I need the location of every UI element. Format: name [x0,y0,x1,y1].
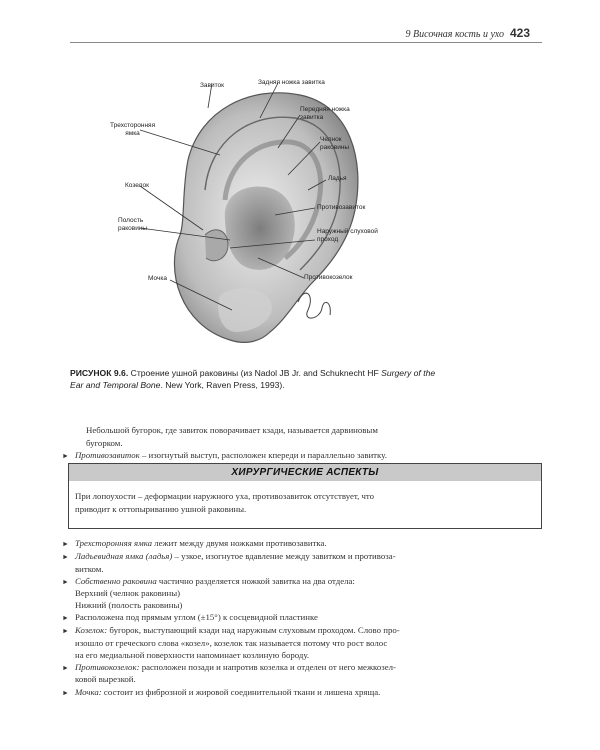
surgical-aspects-box [68,463,542,529]
ear-figure [110,70,450,360]
list-item: ► Мочка: состоит из фиброзной и жировой соединительной ткани и лишена хряща. [62,687,381,697]
intro-line-2: бугорком. [86,438,123,448]
label-zavitok: Завиток [200,82,224,89]
label-treugolnaya-yamka: Трехсторонняя ямка [110,122,156,138]
caption-tail: . New York, Raven Press, 1993). [160,379,285,390]
label-protivokozelok: Противокозелок [304,274,353,281]
bullet-icon: ► [62,627,69,635]
label-naruzhny-prohod: Наружный слуховой проход [317,228,378,244]
caption-number: РИСУНОК 9.6. [70,368,129,378]
label-chelnok: Челнок раковины [320,136,350,152]
caption-text: Строение ушной раковины (из Nadol JB Jr. and Schuknecht HF [128,368,382,378]
bullet-icon: ► [62,578,69,586]
label-perednyaya-nozhka: Передняя ножка завитка [300,106,350,122]
list-subitem: Верхний (челнок раковины) [75,588,181,598]
ear-illustration [110,70,450,360]
surgical-line-1: При лопоухости – деформации наружного уха, противозавиток отсутствует, что [75,491,375,501]
intro-line-1: Небольшой бугорок, где завиток поворачивает кзади, называется дарвиновым [86,425,378,435]
running-header [406,26,530,40]
bullet-icon: ► [62,664,69,672]
label-ladya: Ладья [328,175,347,182]
antihelix-text: – изогнутый выступ, расположен кпереди и параллельно завитку. [139,450,387,460]
antihelix-item [62,449,387,462]
list-item-continuation: на его медиальной поверхности напоминает козлиную бороду. [75,650,310,660]
list-item: ► Противокозелок: расположен позади и напротив козелка и отделен от него межкозел- [62,662,396,672]
antihelix-term: Противозавиток [74,450,140,460]
bullet-icon: ► [62,540,69,548]
list-item: ► Козелок: бугорок, выступающий кзади над наружным слуховым проходом. Слово про- [62,625,400,635]
surgical-aspects-title: ХИРУРГИЧЕСКИЕ АСПЕКТЫ [69,464,541,481]
chapter-title: 9 Височная кость и ухо [405,29,504,40]
label-mochka: Мочка [148,275,167,282]
header-rule [70,42,542,43]
figure-caption [70,368,440,391]
bullet-icon: ► [62,452,69,460]
surgical-aspects-text [75,490,533,516]
bullet-icon: ► [62,689,69,697]
label-polost: Полость раковины [118,217,148,233]
list-item: ► Трехсторонняя ямка лежит между двумя ножками противозавитка. [62,538,327,548]
bullet-icon: ► [62,614,69,622]
bullet-icon: ► [62,553,69,561]
list-item-continuation: витком. [75,564,104,574]
list-item: ► Собственно раковина частично разделяется ножкой завитка на два отдела: [62,576,355,586]
list-item: ► Ладьевидная ямка (ладья) – узкое, изогнутое вдавление между завитком и противоза- [62,551,396,561]
surgical-line-2: приводит к оттопыриванию ушной раковины. [75,503,247,514]
label-kozelok: Козелок [125,182,149,189]
label-protivozavitok: Противозавиток [317,204,366,211]
page-number: 423 [509,26,530,40]
list-item: ► Расположена под прямым углом (±15°) к сосцевидной пластинке [62,612,318,622]
list-subitem: Нижний (полость раковины) [75,600,183,610]
caption-book-title: Surgery of the Ear and Temporal Bone [70,368,436,390]
label-zadnyaya-nozhka: Задняя ножка завитка [258,79,325,86]
list-item-continuation: изошло от греческого слова «козел», козелок так называется потому что рост волос [75,638,388,648]
list-item-continuation: ковой вырезкой. [75,674,136,684]
